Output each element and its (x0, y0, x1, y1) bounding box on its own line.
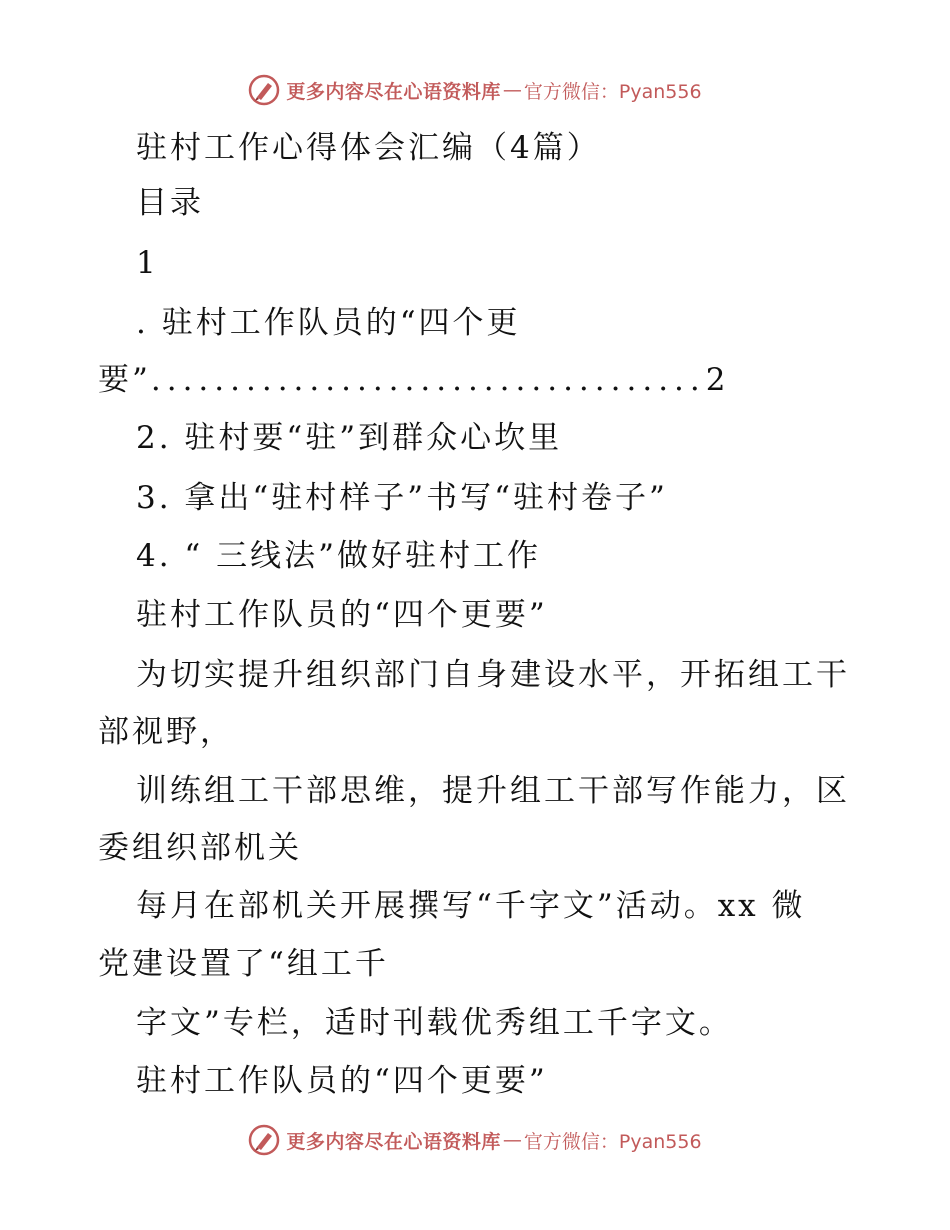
paragraph-2-line-1: 训练组工干部思维，提升组工干部写作能力，区 (136, 773, 850, 809)
toc-item-1-number: 1 (136, 245, 159, 281)
banner-separator: — (502, 1129, 522, 1151)
banner-wechat: 官方微信：Pyan556 (523, 80, 702, 103)
banner-wechat: 官方微信：Pyan556 (523, 1130, 702, 1153)
section-heading: 驻村工作队员的“四个更要” (136, 597, 548, 633)
paragraph-3-line-2: 党建设置了“组工千 (98, 946, 389, 982)
toc-item-2: 2. 驻村要“驻”到群众心坎里 (136, 420, 563, 456)
toc-leader-dots: ................................... (150, 362, 706, 398)
toc-item-1-continuation (98, 360, 728, 400)
paragraph-4: 字文”专栏，适时刊载优秀组工千字文。 (136, 1005, 733, 1041)
header-watermark-banner (0, 70, 950, 110)
banner-text: 更多内容尽在心语资料库 (286, 1130, 501, 1153)
pen-logo-icon (248, 1124, 280, 1156)
footer-watermark-banner (0, 1120, 950, 1160)
section-heading-repeat: 驻村工作队员的“四个更要” (136, 1063, 548, 1099)
toc-item-1-page: 2 (705, 362, 729, 398)
paragraph-3-line-1: 每月在部机关开展撰写“千字文”活动。xx 微 (136, 888, 806, 924)
toc-item-1-title-end: 要” (98, 362, 151, 398)
pen-logo-icon (248, 74, 280, 106)
paragraph-1-line-2: 部视野， (98, 714, 234, 750)
banner-separator: — (502, 79, 522, 101)
toc-heading: 目录 (136, 185, 204, 221)
toc-item-3: 3. 拿出“驻村样子”书写“驻村卷子” (136, 480, 668, 516)
toc-item-4: 4. “ 三线法”做好驻村工作 (136, 538, 541, 574)
document-title: 驻村工作心得体会汇编（4篇） (136, 130, 601, 166)
toc-item-1-title: . 驻村工作队员的“四个更 (136, 305, 521, 341)
paragraph-2-line-2: 委组织部机关 (98, 830, 302, 866)
paragraph-1-line-1: 为切实提升组织部门自身建设水平，开拓组工干 (136, 657, 850, 693)
banner-text: 更多内容尽在心语资料库 (286, 80, 501, 103)
